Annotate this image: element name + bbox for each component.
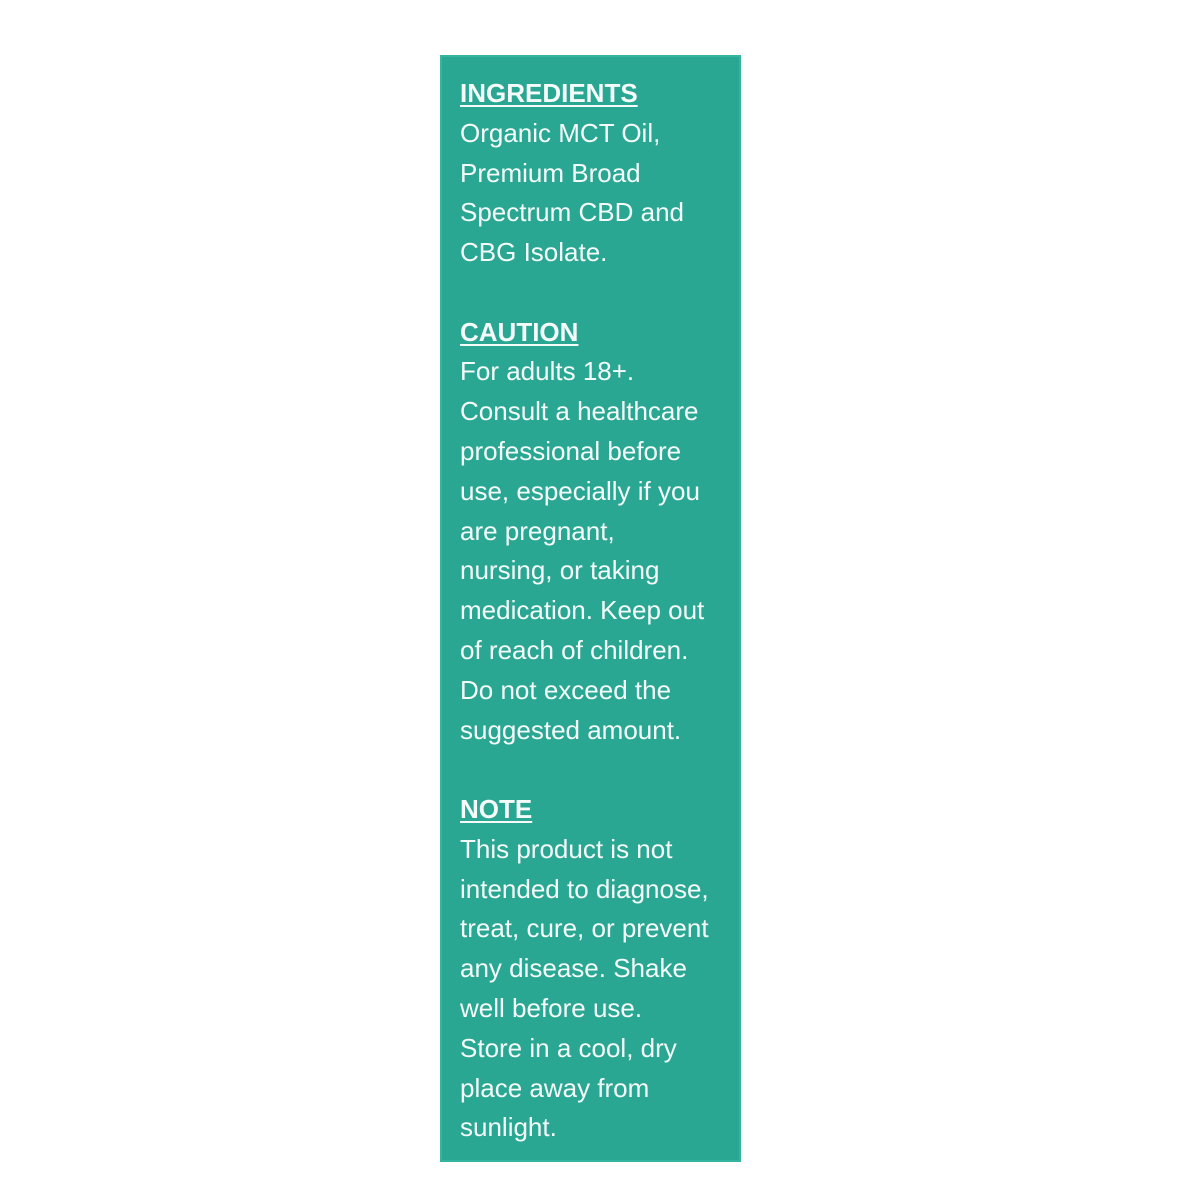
caution-line: Consult a healthcare	[460, 396, 699, 427]
note-line: any disease. Shake	[460, 953, 687, 984]
caution-line: suggested amount.	[460, 714, 682, 745]
ingredients-line: Organic MCT Oil,	[460, 117, 661, 148]
note-heading: NOTE	[460, 793, 533, 824]
caution-line: use, especially if you	[460, 475, 700, 506]
note-line: sunlight.	[460, 1112, 557, 1143]
note-line: well before use.	[460, 992, 643, 1023]
note-line: place away from	[460, 1072, 650, 1103]
ingredients-line: CBG Isolate.	[460, 237, 608, 268]
note-line: Store in a cool, dry	[460, 1032, 677, 1063]
caution-line: For adults 18+.	[460, 356, 635, 387]
caution-line: of reach of children.	[460, 634, 689, 665]
ingredients-heading: INGREDIENTS	[460, 78, 638, 108]
note-line: This product is not	[460, 833, 673, 864]
caution-line: nursing, or taking	[460, 555, 660, 586]
caution-line: professional before	[460, 435, 682, 466]
caution-line: are pregnant,	[460, 515, 615, 546]
ingredients-line: Premium Broad	[460, 157, 641, 188]
ingredients-line: Spectrum CBD and	[460, 197, 684, 228]
note-line: intended to diagnose,	[460, 873, 709, 904]
caution-line: Do not exceed the	[460, 674, 672, 705]
caution-heading: CAUTION	[460, 316, 579, 347]
ingredients-section	[460, 74, 739, 273]
caution-line: medication. Keep out	[460, 595, 705, 626]
product-label-panel	[440, 55, 741, 1162]
note-section	[460, 790, 739, 1148]
note-line: treat, cure, or prevent	[460, 913, 709, 944]
caution-section	[460, 313, 739, 751]
